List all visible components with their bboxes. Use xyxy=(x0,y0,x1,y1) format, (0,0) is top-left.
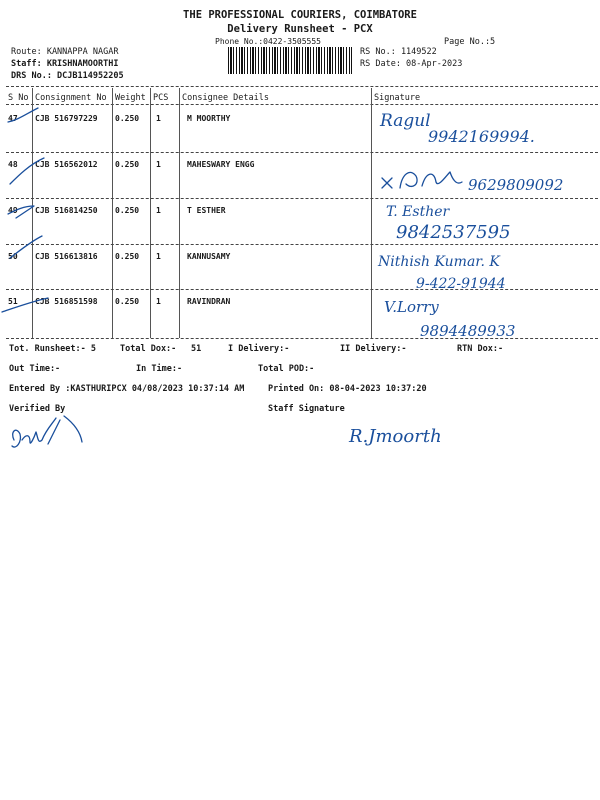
table-row-consignee: T ESTHER xyxy=(187,206,226,215)
signature-row-48 xyxy=(376,156,591,198)
route-label: Route: KANNAPPA NAGAR xyxy=(11,47,119,57)
table-row-pcs: 1 xyxy=(156,252,161,261)
signature-phone: 9942169994. xyxy=(428,127,535,146)
table-row-pcs: 1 xyxy=(156,206,161,215)
table-row-sno: 51 xyxy=(8,297,18,306)
signature-row-47 xyxy=(376,104,586,150)
signature-phone: 9-422-91944 xyxy=(416,276,506,292)
staff-label: Staff: KRISHNAMOORTHI xyxy=(11,59,119,69)
signature-row-49 xyxy=(376,200,586,244)
i-delivery: I Delivery:- xyxy=(228,344,290,354)
signature-phone: 9629809092 xyxy=(468,176,564,194)
table-row-pcs: 1 xyxy=(156,114,161,123)
table-row-sno: 49 xyxy=(8,206,18,215)
drs-number: DRS No.: DCJB114952205 xyxy=(11,71,124,81)
tot-runsheet: Tot. Runsheet:- 5 xyxy=(9,344,96,354)
staff-signature-label: Staff Signature xyxy=(268,404,345,414)
table-row-sno: 50 xyxy=(8,252,18,261)
company-title: THE PROFESSIONAL COURIERS, COIMBATORE xyxy=(183,9,417,21)
table-row-consignee: MAHESWARY ENGG xyxy=(187,160,255,169)
in-time: In Time:- xyxy=(136,364,183,374)
rs-date: RS Date: 08-Apr-2023 xyxy=(360,59,463,69)
table-row-consignment: CJB 516562012 xyxy=(35,160,98,169)
col-header-weight: Weight xyxy=(115,93,146,103)
entered-by: Entered By :KASTHURIPCX 04/08/2023 10:37:14 AM xyxy=(9,384,245,394)
signature-name: Nithish Kumar. K xyxy=(378,254,500,270)
verifier-signature xyxy=(8,410,88,460)
total-pod: Total POD:- xyxy=(258,364,315,374)
total-dox-value: 51 xyxy=(191,344,202,354)
staff-signature xyxy=(345,418,505,454)
signature-row-50 xyxy=(376,246,591,290)
table-row-weight: 0.250 xyxy=(115,252,140,261)
col-header-consignee: Consignee Details xyxy=(182,93,269,103)
rtn-dox: RTN Dox:- xyxy=(457,344,504,354)
col-header-signature: Signature xyxy=(374,93,421,103)
total-dox-label: Total Dox:- xyxy=(120,344,177,354)
table-row-consignee: RAVINDRAN xyxy=(187,297,231,306)
verified-by-label: Verified By xyxy=(9,404,66,414)
table-row-consignment: CJB 516797229 xyxy=(35,114,98,123)
table-row-weight: 0.250 xyxy=(115,160,140,169)
signature-name: T. Esther xyxy=(386,204,450,220)
table-row-consignment: CJB 516613816 xyxy=(35,252,98,261)
phone-number: Phone No.:0422-3505555 xyxy=(215,37,321,46)
table-row-weight: 0.250 xyxy=(115,114,140,123)
signature-name: Ragul xyxy=(380,111,431,131)
printed-on: Printed On: 08-04-2023 10:37:20 xyxy=(268,384,427,394)
col-header-consignment: Consignment No xyxy=(35,93,107,103)
table-row-pcs: 1 xyxy=(156,297,161,306)
table-row-sno: 48 xyxy=(8,160,18,169)
ii-delivery: II Delivery:- xyxy=(340,344,407,354)
signature-phone: 9894489933 xyxy=(420,322,516,340)
table-row-sno: 47 xyxy=(8,114,18,123)
table-row-consignment: CJB 516851598 xyxy=(35,297,98,306)
staff-signature-text: R.Jmoorth xyxy=(349,426,442,447)
signature-name: V.Lorry xyxy=(384,298,439,316)
signature-phone: 9842537595 xyxy=(396,222,511,243)
col-header-pcs: PCS xyxy=(153,93,169,103)
signature-row-51 xyxy=(376,290,591,338)
page-number: Page No.:5 xyxy=(444,37,496,47)
col-header-sno: S No xyxy=(8,93,29,103)
table-row-pcs: 1 xyxy=(156,160,161,169)
table-row-consignee: KANNUSAMY xyxy=(187,252,231,261)
out-time: Out Time:- xyxy=(9,364,61,374)
table-row-consignment: CJB 516814250 xyxy=(35,206,98,215)
rs-number: RS No.: 1149522 xyxy=(360,47,437,57)
table-row-weight: 0.250 xyxy=(115,297,140,306)
table-row-weight: 0.250 xyxy=(115,206,140,215)
table-row-consignee: M MOORTHY xyxy=(187,114,231,123)
runsheet-subtitle: Delivery Runsheet - PCX xyxy=(227,23,373,35)
